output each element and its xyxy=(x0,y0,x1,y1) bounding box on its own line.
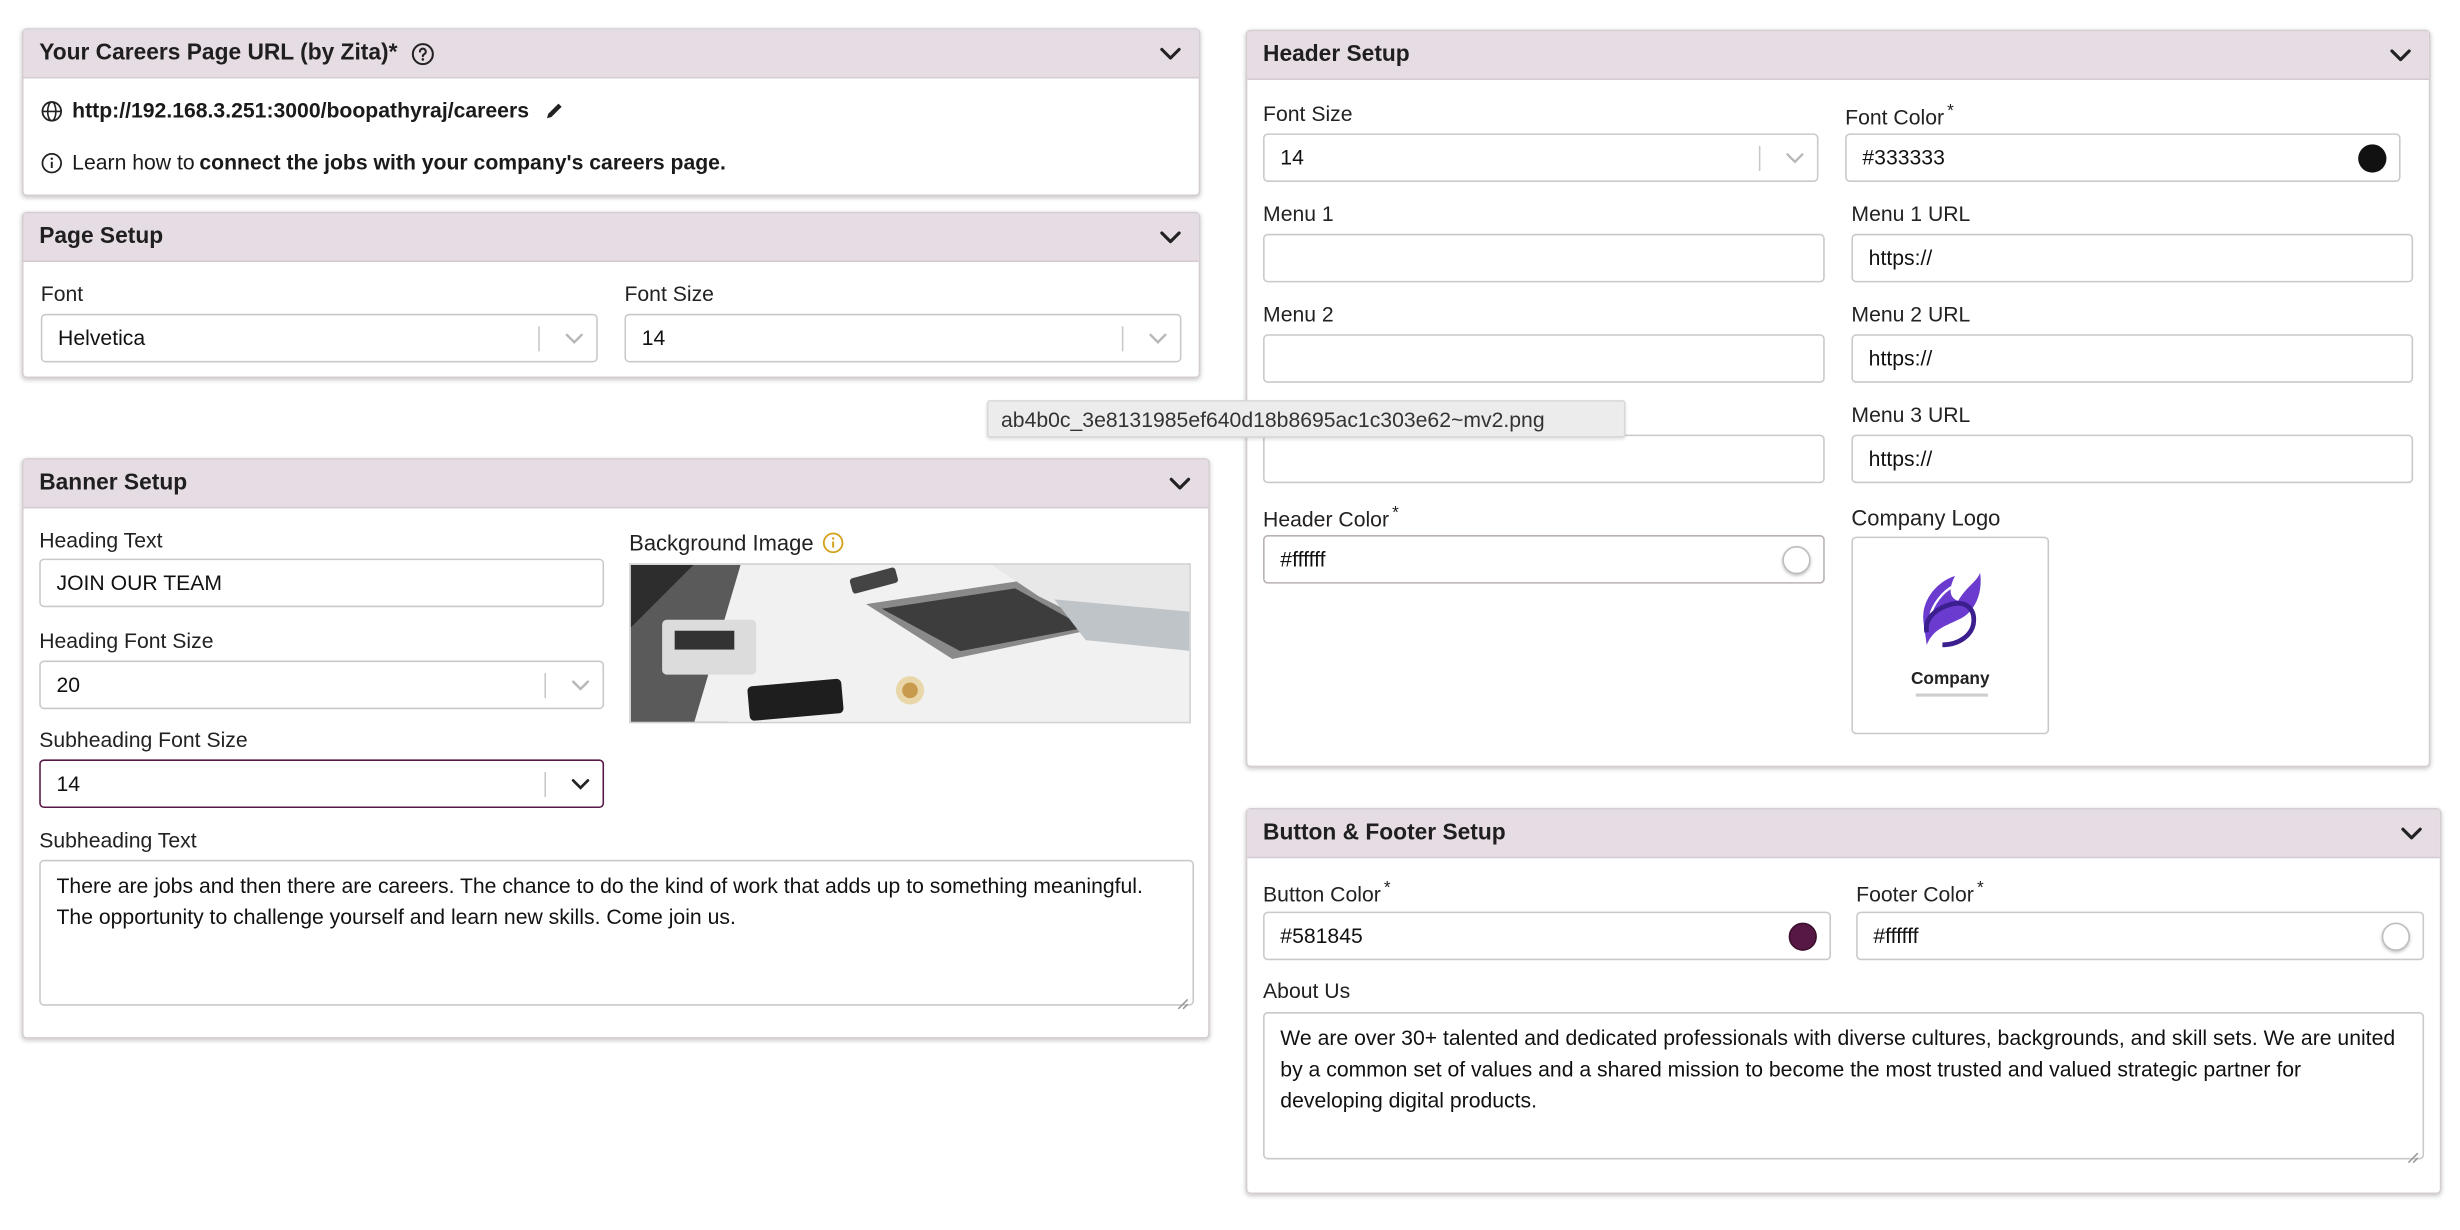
menu3-input[interactable] xyxy=(1263,435,1825,484)
chevron-down-icon xyxy=(1136,332,1180,345)
heading-text-label: Heading Text xyxy=(39,528,163,553)
info-icon[interactable] xyxy=(821,532,843,554)
pencil-icon[interactable] xyxy=(545,100,565,120)
header-setup-header[interactable] xyxy=(1247,31,2428,80)
heading-text-input[interactable] xyxy=(39,559,604,608)
header-font-size-label: Font Size xyxy=(1263,101,1353,126)
font-select-value: Helvetica xyxy=(58,326,146,350)
font-select[interactable] xyxy=(41,314,598,363)
menu2-url-value: https:// xyxy=(1868,346,1933,371)
button-footer-setup-header[interactable] xyxy=(1247,810,2439,859)
logo-text: Company xyxy=(1910,669,1990,689)
resize-handle-icon[interactable] xyxy=(2407,1142,2420,1155)
chevron-down-icon xyxy=(559,679,603,692)
banner-setup-card xyxy=(22,458,1210,1039)
careers-url-title: Your Careers Page URL (by Zita)* xyxy=(39,40,398,66)
header-color-label: Header Color * xyxy=(1263,503,1399,532)
heading-font-size-label: Heading Font Size xyxy=(39,629,214,653)
footer-color-input[interactable] xyxy=(1856,912,2424,961)
careers-url-link[interactable]: http://192.168.3.251:3000/boopathyraj/careers xyxy=(72,98,529,123)
font-color-label-text: Font Color xyxy=(1845,105,1945,130)
page-setup-card xyxy=(22,212,1200,378)
menu3-url-input[interactable] xyxy=(1851,435,2413,484)
menu2-url-label: Menu 2 URL xyxy=(1851,302,1971,327)
font-color-input[interactable] xyxy=(1845,133,2400,182)
page-setup-title: Page Setup xyxy=(39,224,164,250)
subheading-font-size-select[interactable] xyxy=(39,759,604,808)
button-footer-setup-card xyxy=(1246,808,2442,1194)
about-us-textarea[interactable] xyxy=(1263,1012,2424,1159)
font-color-swatch[interactable] xyxy=(2358,144,2386,172)
footer-color-value: #ffffff xyxy=(1873,924,1919,948)
office-desk-image xyxy=(631,565,1191,723)
font-label: Font xyxy=(40,282,84,306)
menu1-label: Menu 1 xyxy=(1263,202,1334,226)
header-font-size-value: 14 xyxy=(1280,145,1304,170)
page-setup-header[interactable] xyxy=(24,213,1199,262)
learn-row xyxy=(41,151,726,175)
careers-url-row xyxy=(41,99,565,123)
page-font-size-value: 14 xyxy=(641,326,666,350)
chevron-down-icon[interactable] xyxy=(2388,42,2413,67)
subheading-text-value: There are jobs and then there are careers. The chance to do the kind of work that adds up to something meaningful. The opportunity to challenge yourself and learn new skills. Come join us. xyxy=(56,873,1143,929)
menu3-url-value: https:// xyxy=(1868,447,1933,471)
banner-setup-header[interactable] xyxy=(24,460,1209,509)
learn-link[interactable]: connect the jobs with your company's careers page. xyxy=(199,150,726,175)
subheading-font-size-value: 14 xyxy=(56,771,81,796)
heading-text-value: JOIN OUR TEAM xyxy=(56,571,223,595)
header-color-value: #ffffff xyxy=(1280,547,1326,572)
menu1-url-input[interactable] xyxy=(1851,234,2413,283)
subheading-textarea[interactable] xyxy=(39,860,1194,1006)
chevron-down-icon[interactable] xyxy=(2399,821,2424,846)
button-color-label: Button Color * xyxy=(1263,878,1391,907)
info-icon xyxy=(41,151,63,173)
logo-feather-icon xyxy=(1911,570,1989,669)
careers-url-card xyxy=(22,28,1200,196)
subheading-text-label: Subheading Text xyxy=(39,828,197,852)
header-color-input[interactable] xyxy=(1263,535,1825,584)
background-image-label xyxy=(629,530,843,555)
about-us-label: About Us xyxy=(1263,979,1351,1003)
font-color-value: #333333 xyxy=(1862,145,1945,170)
button-footer-setup-title: Button & Footer Setup xyxy=(1263,820,1506,846)
banner-setup-title: Banner Setup xyxy=(39,470,188,496)
menu1-url-value: https:// xyxy=(1868,246,1933,270)
header-setup-title: Header Setup xyxy=(1263,42,1410,68)
subheading-font-size-label: Subheading Font Size xyxy=(39,728,248,752)
resize-handle-icon[interactable] xyxy=(1177,988,1190,1001)
menu1-input[interactable] xyxy=(1263,234,1825,283)
menu2-url-input[interactable] xyxy=(1851,334,2413,383)
company-logo-box[interactable] xyxy=(1851,537,2049,735)
heading-font-size-value: 20 xyxy=(56,673,81,697)
header-setup-card xyxy=(1246,30,2431,767)
file-name-tooltip xyxy=(987,400,1626,438)
button-color-swatch[interactable] xyxy=(1789,923,1817,951)
page-font-size-label: Font Size xyxy=(624,282,714,306)
menu3-url-label: Menu 3 URL xyxy=(1851,403,1971,427)
heading-font-size-select[interactable] xyxy=(39,661,604,710)
header-color-label-text: Header Color xyxy=(1263,507,1390,532)
button-color-input[interactable] xyxy=(1263,912,1831,961)
menu2-input[interactable] xyxy=(1263,334,1825,383)
button-color-value: #581845 xyxy=(1280,924,1363,948)
help-circle-icon[interactable] xyxy=(412,42,436,66)
chevron-down-icon xyxy=(1773,151,1817,164)
menu1-url-label: Menu 1 URL xyxy=(1851,202,1971,226)
button-color-label-text: Button Color xyxy=(1263,882,1381,907)
header-font-size-select[interactable] xyxy=(1263,133,1818,182)
chevron-down-icon[interactable] xyxy=(1158,41,1183,66)
footer-color-swatch[interactable] xyxy=(2382,923,2410,951)
globe-icon xyxy=(41,100,63,122)
file-name-tooltip-text: ab4b0c_3e8131985ef640d18b8695ac1c303e62~mv2.png xyxy=(1001,407,1545,431)
chevron-down-icon xyxy=(559,777,603,790)
careers-url-header[interactable] xyxy=(24,30,1199,79)
background-image-preview[interactable] xyxy=(629,563,1191,723)
font-color-label: Font Color * xyxy=(1845,101,1954,130)
chevron-down-icon[interactable] xyxy=(1167,471,1192,496)
about-us-value: We are over 30+ talented and dedicated professionals with diverse cultures, backgrounds, and skill sets. We are united by a common set of values and a shared mission to become the most trusted and valued strategic partner for developing digital products. xyxy=(1280,1026,2396,1113)
background-image-label-text: Background Image xyxy=(629,530,814,556)
learn-prefix: Learn how to xyxy=(72,150,195,175)
page-font-size-select[interactable] xyxy=(624,314,1181,363)
chevron-down-icon xyxy=(552,332,596,345)
footer-color-label-text: Footer Color xyxy=(1856,882,1974,907)
menu2-label: Menu 2 xyxy=(1263,302,1334,327)
footer-color-label: Footer Color * xyxy=(1856,878,1984,907)
header-color-swatch[interactable] xyxy=(1782,546,1810,574)
company-logo-label: Company Logo xyxy=(1851,505,2001,531)
chevron-down-icon[interactable] xyxy=(1158,224,1183,249)
logo-tagline-line xyxy=(1916,693,1988,696)
